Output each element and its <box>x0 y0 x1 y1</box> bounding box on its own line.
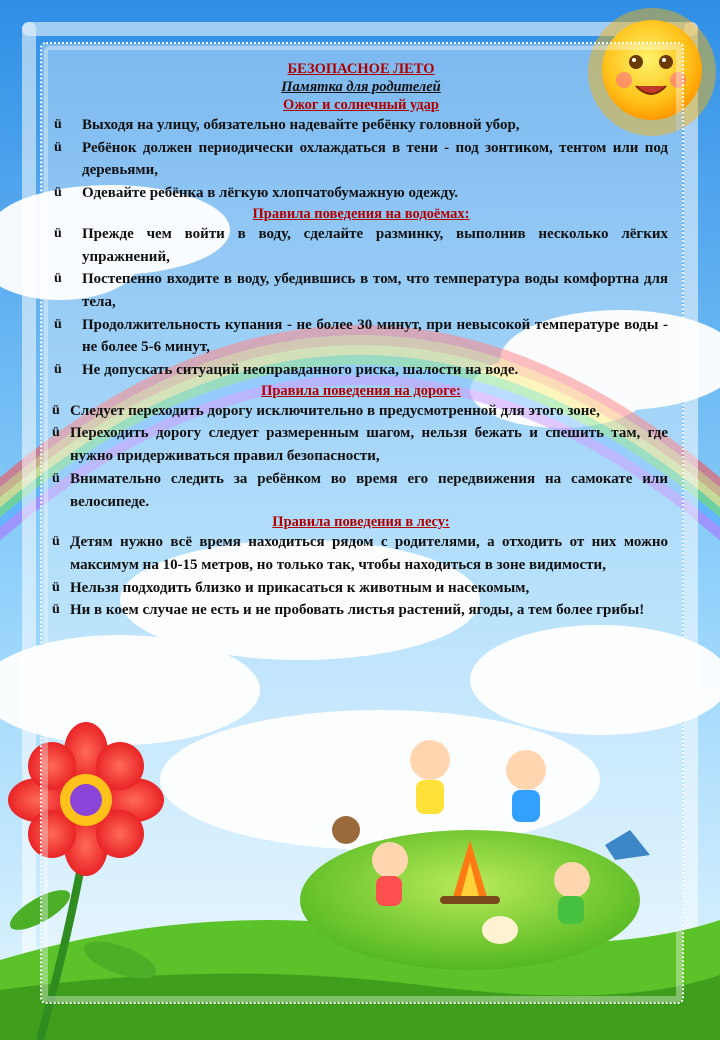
check-bullet-icon: ü <box>52 402 60 418</box>
section-heading-sunburn: Ожог и солнечный удар <box>283 97 439 113</box>
list-item: ü Детям нужно всё время находиться рядом с родителями, а отходить от них можно максимум на 10-15 метров, но только так, чтобы находиться в зоне видимости, <box>54 531 668 576</box>
list-item: ü Переходить дорогу следует размеренным шагом, нельзя бежать и спешить там, где нужно придерживаться правил безопасности, <box>54 422 668 467</box>
check-bullet-icon: ü <box>52 579 60 595</box>
section-heading-forest: Правила поведения в лесу: <box>272 514 450 531</box>
road-list <box>54 400 668 514</box>
sunburn-list <box>54 114 668 205</box>
list-item: ü Постепенно входите в воду, убедившись в том, что температура воды комфортна для тела, <box>54 268 668 313</box>
list-item: ü Продолжительность купания - не более 30 минут, при невысокой температуре воды - не более 5-6 минут, <box>54 314 668 359</box>
list-item: ü Ребёнок должен периодически охлаждаться в тени - под зонтиком, тентом или под деревьями, <box>54 137 668 182</box>
check-bullet-icon: ü <box>54 185 62 201</box>
page-title: БЕЗОПАСНОЕ ЛЕТО <box>287 61 435 77</box>
list-item: ü Не допускать ситуаций неоправданного риска, шалости на воде. <box>54 359 668 382</box>
check-bullet-icon: ü <box>54 139 62 155</box>
list-item: ü Ни в коем случае не есть и не пробовать листья растений, ягоды, а тем более грибы! <box>54 599 668 622</box>
list-item: ü Нельзя подходить близко и прикасаться к животным и насекомым, <box>54 577 668 600</box>
check-bullet-icon: ü <box>52 425 60 441</box>
section-heading-road: Правила поведения на дороге: <box>261 382 461 399</box>
memo-content <box>54 60 668 622</box>
list-item: ü Следует переходить дорогу исключительно в предусмотренной для этого зоне, <box>54 400 668 423</box>
check-bullet-icon: ü <box>54 271 62 287</box>
check-bullet-icon: ü <box>54 225 62 241</box>
forest-list <box>54 531 668 622</box>
section-heading-water: Правила поведения на водоёмах: <box>252 205 470 222</box>
list-item: ü Прежде чем войти в воду, сделайте разминку, выполнив несколько лёгких упражнений, <box>54 223 668 268</box>
list-item: ü Внимательно следить за ребёнком во время его передвижения на самокате или велосипеде. <box>54 468 668 513</box>
check-bullet-icon: ü <box>54 316 62 332</box>
check-bullet-icon: ü <box>52 602 60 618</box>
list-item: ü Выходя на улицу, обязательно надевайте ребёнку головной убор, <box>54 114 668 137</box>
page-subtitle: Памятка для родителей <box>281 79 441 95</box>
water-list <box>54 223 668 382</box>
check-bullet-icon: ü <box>52 534 60 550</box>
list-item: ü Одевайте ребёнка в лёгкую хлопчатобумажную одежду. <box>54 182 668 205</box>
check-bullet-icon: ü <box>54 117 62 132</box>
check-bullet-icon: ü <box>54 362 62 378</box>
check-bullet-icon: ü <box>52 470 60 486</box>
